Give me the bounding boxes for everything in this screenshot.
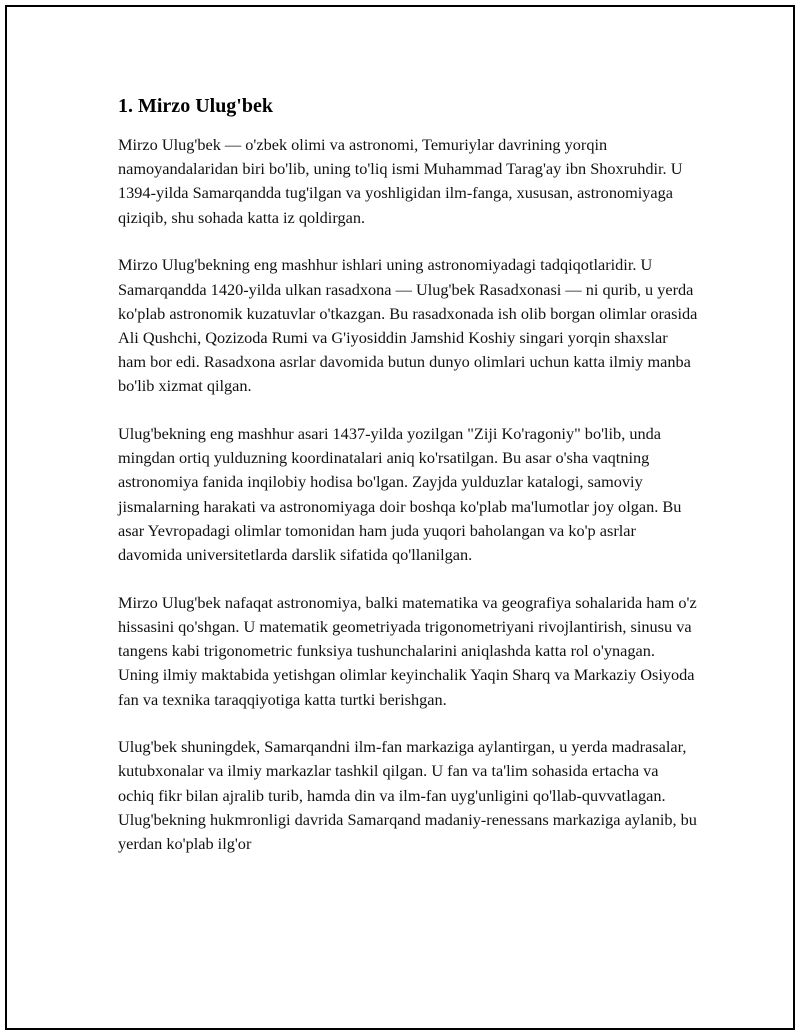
document-content [118, 93, 698, 880]
paragraph-zij: Ulug'bekning eng mashhur asari 1437-yilda yozilgan "Ziji Ko'ragoniy" bo'lib, unda mingdan ortiq yulduzning koordinatalari aniq ko'rsatilgan. Bu asar o'sha vaqtning astronomiya fanida inqilobiy hodisa bo'lgan. Zayjda yulduzlar katalogi, samoviy jismalarning harakati va astronomiyaga doir boshqa ko'plab ma'lumotlar joy olgan. Bu asar Yevropadagi olimlar tomonidan ham juda yuqori baholangan va ko'p asrlar davomida universitetlarda darslik sifatida qo'llanilgan. [118, 424, 682, 565]
section-title: 1. Mirzo Ulug'bek [118, 95, 273, 117]
paragraph-observatory: Mirzo Ulug'bekning eng mashhur ishlari uning astronomiyadagi tadqiqotlaridir. U Samarqandda 1420-yilda ulkan rasadxona — Ulug'bek Rasadxonasi — ni qurib, u yerda ko'plab astronomik kuzatuvlar o'tkazgan. Bu rasadxonada ish olib borgan olimlar orasida Ali Qushchi, Qozizoda Rumi va G'iyosiddin Jamshid Koshiy singari yorqin shaxslar ham bor edi. Rasadxona asrlar davomida butun dunyo olimlari uchun katta ilmiy manba bo'lib xizmat qilgan. [118, 255, 698, 396]
paragraph-intro: Mirzo Ulug'bek — o'zbek olimi va astronomi, Temuriylar davrining yorqin namoyandalaridan biri bo'lib, uning to'liq ismi Muhammad Tarag'ay ibn Shoxruhdir. U 1394-yilda Samarqandda tug'ilgan va yoshligidan ilm-fanga, xususan, astronomiyaga qiziqib, shu sohada katta iz qoldirgan. [118, 135, 683, 227]
paragraph-mathematics: Mirzo Ulug'bek nafaqat astronomiya, balki matematika va geografiya sohalarida ham o'z hissasini qo'shgan. U matematik geometriyada trigonometriyani rivojlantirish, sinusu va tangens kabi trigonometric funksiya tushunchalarini aniqlashda katta rol o'ynagan. Uning ilmiy maktabida yetishgan olimlar keyinchalik Yaqin Sharq va Markaziy Osiyoda fan va texnika taraqqiyotiga katta turtki berishgan. [118, 592, 697, 709]
document-page [5, 5, 795, 1030]
paragraph-samarkand: Ulug'bek shuningdek, Samarqandni ilm-fan markaziga aylantirgan, u yerda madrasalar, kutubxonalar va ilmiy markazlar tashkil qilgan. U fan va ta'lim sohasida ertacha va ochiq fikr bilan ajralib turib, hamda din va ilm-fan uyg'unligini qo'llab-quvvatlagan. Ulug'bekning hukmronligi davrida Samarqand madaniy-renessans markaziga aylanib, bu yerdan ko'plab ilg'or [118, 737, 697, 854]
